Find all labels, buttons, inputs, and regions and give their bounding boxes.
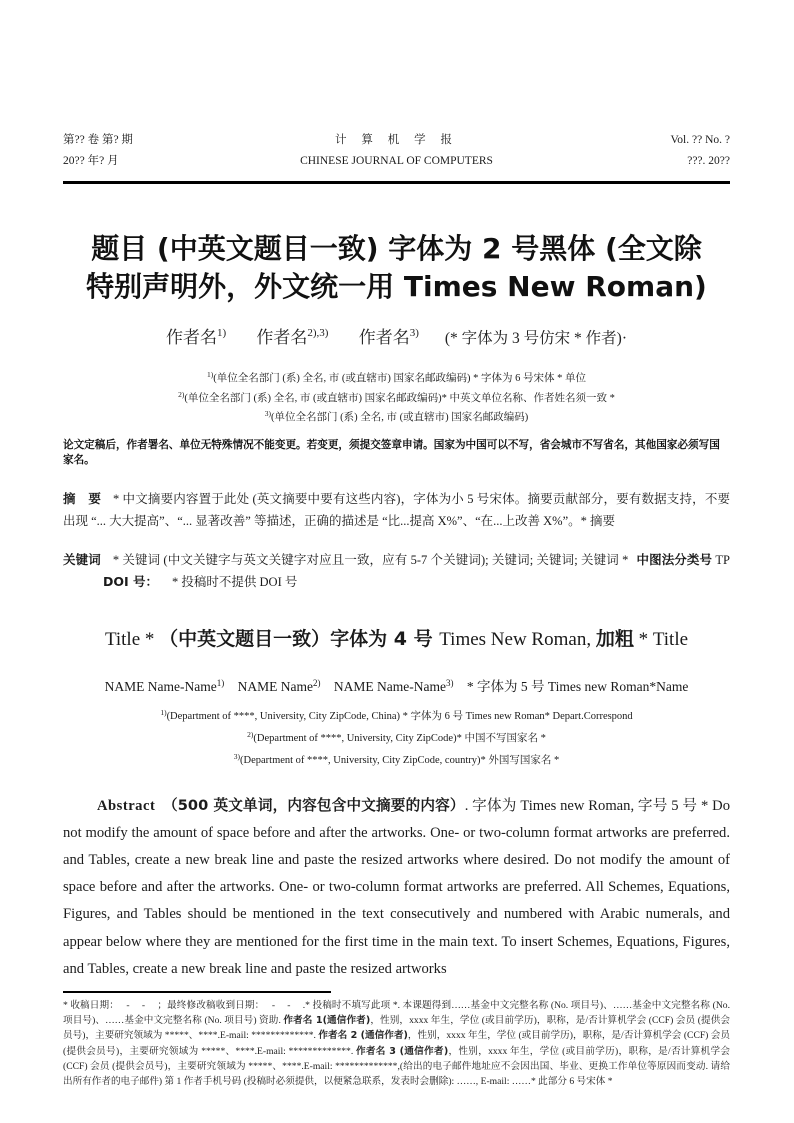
clc-label: 中图法分类号 [636, 551, 713, 567]
footnote-author3: 作者名 3 (通信作者) [355, 1045, 449, 1057]
title-cn-line1: 题目 (中英文题目一致) 字体为 2 号黑体 (全文除 [91, 232, 702, 265]
footnote-seg3: ，性别，xxxx 年生，学位 (或目前学历)，职称，是/否计算机学会 (CCF) 会员 (提供会员号)，主要研究领域为 *****、****.E-mail: *************. [63, 1030, 730, 1057]
title-en-seg2: （中英文题目一致）字体为 4 号 [159, 627, 440, 650]
keywords-label: 关键词 [63, 551, 101, 567]
author-cn-1-sup: 1) [216, 327, 227, 339]
title-en-seg4: 加粗 [595, 627, 634, 650]
author-cn-3-name: 作者名 [358, 328, 410, 347]
author-change-notice: 论文定稿后，作者署名、单位无特殊情况不能变更。若变更，须提交签章申请。国家为中国可以不写，省会城市不写省名，其他国家必须写国家名。 [63, 438, 720, 466]
footnote-seg2: ，性别，xxxx 年生，学位 (或目前学历)，职称，是/否计算机学会 (CCF) 会员 (提供会员号)，主要研究领域为 *****、****.E-mail: *************. [63, 1015, 731, 1042]
header-volume-info [560, 130, 730, 172]
keywords-cn [63, 549, 730, 594]
header-divider-rule [63, 181, 730, 184]
author-cn-2 [256, 328, 328, 347]
abstract-en-bold-note: （500 英文单词，内容包含中文摘要的内容） [162, 796, 465, 814]
author-cn-1-name: 作者名 [165, 328, 217, 347]
footnote-divider-rule [63, 991, 331, 993]
affil-en-1-text: (Department of ****, University, City ZipCode, China) * 字体为 6 号 Times new Roman* Depart.Correspond [166, 710, 633, 722]
journal-name-cn: 计 算 机 学 报 [335, 134, 458, 146]
author-en-1-name: NAME Name-Name [104, 678, 217, 694]
affil-en-3-text: (Department of ****, University, City ZipCode, country)* 外国写国家名 * [240, 754, 560, 766]
authors-cn [63, 323, 730, 348]
author-cn-3-sup: 3) [409, 327, 419, 339]
affil-en-1-sup: 1) [160, 707, 167, 717]
affil-cn-3-text: (单位全名部门 (系) 全名, 市 (或直辖市) 国家名邮政编码) [271, 412, 529, 423]
affil-cn-3-sup: 3) [264, 409, 271, 418]
vol-line: Vol. ?? No. ? [670, 134, 730, 146]
keywords-text: * 关键词 (中文关键字与英文关键字对应且一致，应有 5-7 个关键词); 关键词; 关键词; 关键词 * [112, 552, 629, 567]
footnote-seg1: * 收稿日期： - - ；最终修改稿收到日期： - - .* 投稿时不填写此项 *. 本课题得到……基金中文完整名称 (No. 项目号)、……基金中文完整名称 (No. 项目号)、……基金中文完整名称 (No. 项目号) 资助. [63, 999, 730, 1027]
author-en-3-sup: 3) [445, 677, 454, 688]
authors-en [63, 675, 730, 695]
abstract-cn [63, 488, 730, 533]
title-cn-line2: 特别声明外，外文统一用 Times New Roman) [86, 270, 707, 303]
doi-note: * 投稿时不提供 DOI 号 [172, 575, 298, 589]
affiliation-en-3 [63, 748, 730, 770]
author-en-2 [238, 679, 321, 694]
footnote [63, 998, 730, 1089]
abstract-cn-label: 摘 要 [63, 490, 102, 506]
title-en-seg1: Title * [104, 628, 160, 650]
journal-name-en: CHINESE JOURNAL OF COMPUTERS [300, 155, 493, 167]
authors-en-note: * 字体为 5 号 Times new Roman*Name [463, 678, 689, 694]
author-cn-3 [359, 328, 419, 347]
author-cn-2-sup: 2),3) [307, 327, 329, 339]
affil-en-2-sup: 2) [247, 729, 254, 739]
footnote-seg4: ，性别，xxxx 年生，学位 (或目前学历)，职称，是/否计算机学会 (CCF) 会员 (提供会员号)，主要研究领域为 *****、****.E-mail: *************,(给出的电子邮件地址应不会因出国、毕业、更换工作单位等原因而变动. 请给出所有作者的电子邮件) 第 1 作者手机号码 (投稿时必须提供，以便紧急联系，发表时会删除): ……, E-mail: ……* 此部分 6 号宋体 * [63, 1045, 731, 1087]
paper-title-cn [63, 230, 730, 306]
author-en-3-name: NAME Name-Name [333, 678, 446, 694]
header-issue-info [63, 130, 233, 172]
affil-en-2-text: (Department of ****, University, City ZipCode)* 中国不写国家名 * [253, 732, 546, 744]
paper-title-en [63, 626, 730, 653]
abstract-en-size-note: . 字体为 Times new Roman, 字号 5 号 * [464, 797, 713, 814]
year-line: ???. 20?? [687, 155, 730, 167]
affiliation-cn-1 [63, 367, 730, 387]
affiliations-en [63, 704, 730, 770]
abstract-en [63, 792, 730, 983]
affil-cn-1-sup: 1) [207, 370, 214, 379]
abstract-cn-text: * 中文摘要内容置于此处 (英文摘要中要有这些内容)，字体为小 5 号宋体。摘要贡献部分，要有数据支持，不要出现 “... 大大提高”、“... 显著改善” 等描述，正确的描述是 “比...提高 X%”、“在...上改善 X%”。* 摘要 [63, 491, 730, 528]
title-en-seg3: Times New Roman, [439, 628, 596, 650]
affiliations-cn [63, 367, 730, 426]
title-en-seg5: * Title [633, 628, 689, 650]
affil-en-3-sup: 3) [233, 751, 240, 761]
author-en-1 [105, 679, 225, 694]
header-journal-name [233, 130, 560, 172]
abstract-en-label: Abstract [97, 797, 156, 814]
date-line: 20?? 年? 月 [63, 155, 119, 167]
author-en-3 [334, 679, 454, 694]
author-cn-2-name: 作者名 [256, 328, 308, 347]
author-cn-1 [166, 328, 226, 347]
doi-label: DOI 号： [103, 574, 159, 589]
author-en-2-name: NAME Name [237, 678, 313, 694]
author-en-2-sup: 2) [312, 677, 321, 688]
affiliation-en-2 [63, 726, 730, 748]
affiliation-en-1 [63, 704, 730, 726]
authors-cn-note: (* 字体为 3 号仿宋 * 作者)· [444, 330, 628, 347]
clc-value: TP [715, 552, 730, 567]
journal-header [63, 130, 730, 172]
author-en-1-sup: 1) [216, 677, 225, 688]
issue-line: 第?? 卷 第? 期 [63, 134, 133, 146]
affil-cn-1-text: (单位全名部门 (系) 全名, 市 (或直辖市) 国家名邮政编码) * 字体为 6 号宋体 * 单位 [213, 373, 586, 384]
footnote-author2: 作者名 2 (通信作者) [318, 1030, 408, 1042]
footnote-author1: 作者名 1(通信作者) [283, 1015, 371, 1027]
affil-cn-2-text: (单位全名部门 (系) 全名, 市 (或直辖市) 国家名邮政编码)* 中英文单位名称、作者姓名须一致 * [184, 392, 615, 404]
affil-cn-2-sup: 2) [178, 389, 185, 399]
affiliation-cn-3 [63, 406, 730, 426]
abstract-en-body: Do not modify the amount of space before and after the artworks. One- or two-column format artworks are preferred. and Tables, create a new break line and paste the resized artworks where desired. Do not modify the amount of space before and after the artworks. One- or two-column format artworks are preferred. All Schemes, Equations, Figures, and Tables should be mentioned in the text consecutively and numbered with Arabic numerals, and appear below where they are mentioned for the first time in the main text. To insert Schemes, Equations, Figures, and Tables, create a new break line and paste the resized artworks [63, 797, 731, 977]
affiliation-cn-2 [63, 387, 730, 407]
